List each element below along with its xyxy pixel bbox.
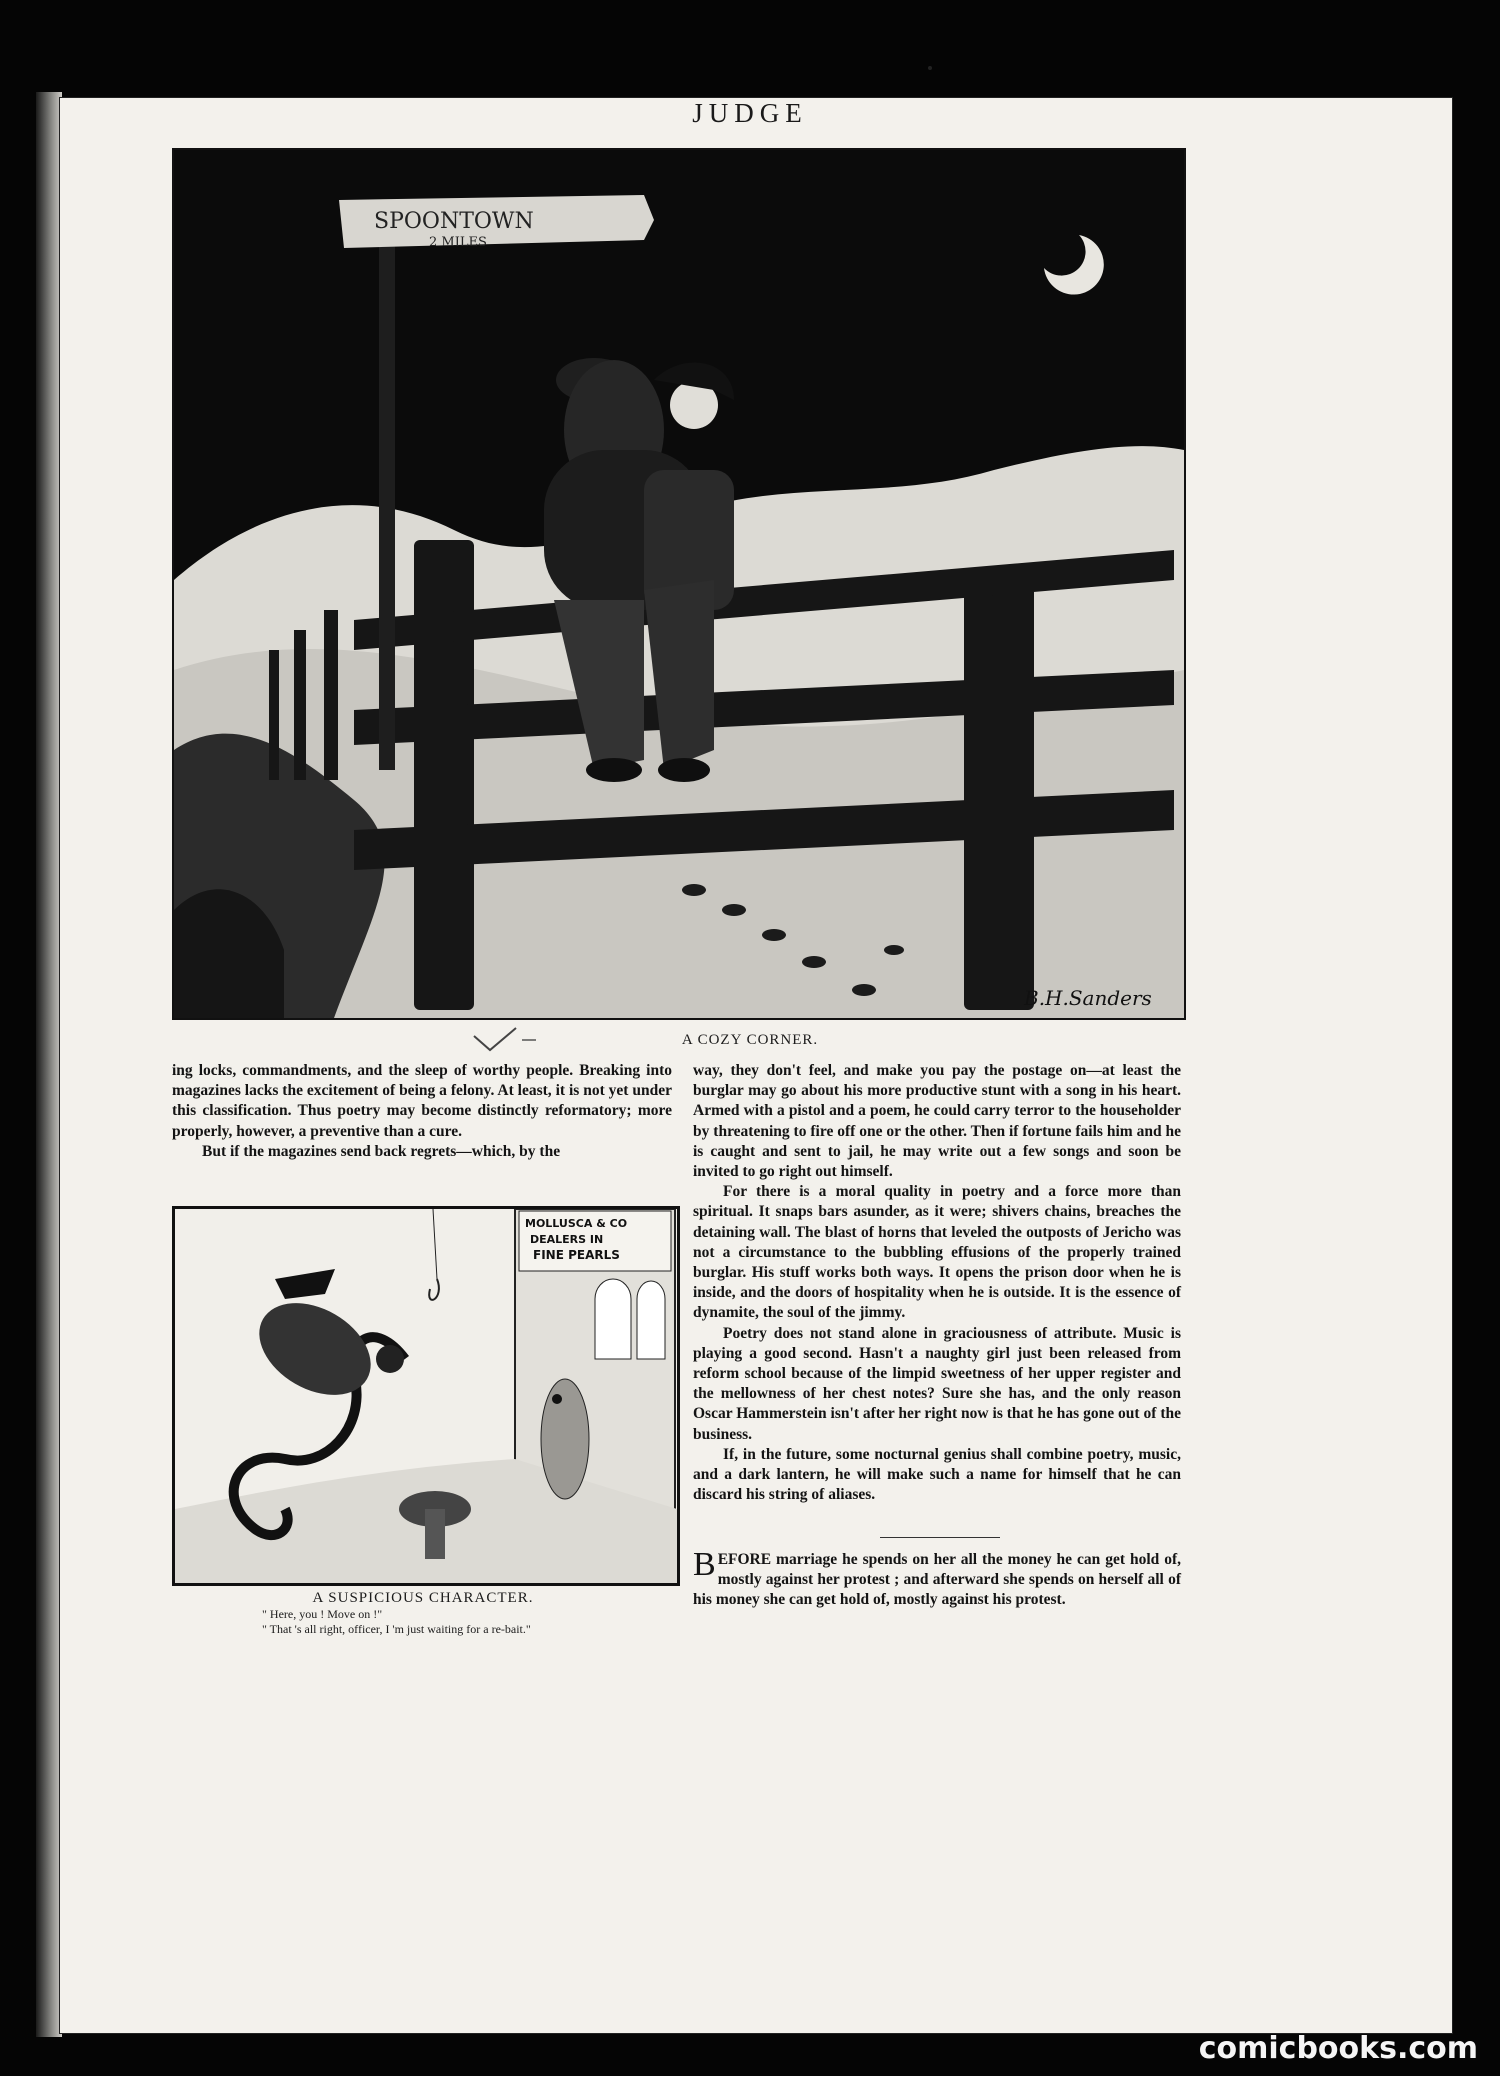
article-right-column [693, 1061, 1181, 1505]
paragraph: If, in the future, some nocturnal genius shall combine poetry, music, and a dark lantern, he will make such a name for himself that he can discard his string of aliases. [693, 1445, 1181, 1504]
small-illustration [172, 1206, 680, 1586]
paragraph: Poetry does not stand alone in graciousness of attribute. Music is playing a good second. Hasn't a naughty girl just been released from reform school because of the limpid sweetness of her upper register and the mellowness of her chest notes? Sure she has, and the only reason Oscar Hammerstein isn't after her right now is that he has gone out of the business. [693, 1324, 1181, 1443]
sign-distance: 2 MILES [429, 235, 487, 250]
joke-text: EFORE marriage he spends on her all the money he can get hold of, mostly against her protest ; and afterward she spends on herself all of his money she can get hold of, mostly against his protest. [693, 1551, 1181, 1609]
masthead: JUDGE [692, 98, 808, 128]
paragraph: ing locks, commandments, and the sleep of worthy people. Breaking into magazines lacks the excitement of being a felony. At least, it is not yet under this classification. Thus poetry may become distinctly reformatory; more properly, however, a preventive than a cure. [172, 1062, 672, 1140]
small-illustration-caption [172, 1590, 674, 1637]
sign-text: SPOONTOWN [374, 209, 534, 234]
page-binding-edge [36, 92, 62, 2037]
marriage-joke [693, 1546, 1181, 1611]
paragraph: For there is a moral quality in poetry and a force more than spiritual. It snaps bars asunder, as it were; shivers chains, breaches the detaining wall. The blast of horns that leveled the outposts of Jericho was not a circumstance to the bubbling effusions of the properly trained burglar. His stuff works both ways. It opens the prison door when he is inside, and the doors of hospitality when he is outside. It is the essence of dynamite, the soul of the jimmy. [693, 1183, 1181, 1322]
waiting-fish-figure [541, 1379, 589, 1499]
article-left-column [172, 1061, 672, 1162]
section-divider [880, 1537, 1000, 1538]
artist-signature: B.H.Sanders [1024, 986, 1152, 1010]
main-illustration [172, 148, 1186, 1020]
small-caption-line-2: " That 's all right, officer, I 'm just waiting for a re-bait." [262, 1622, 531, 1636]
drop-cap: B [693, 1546, 716, 1583]
shop-sign-line-1: MOLLUSCA & CO [525, 1217, 628, 1230]
speck [928, 66, 932, 70]
shop-sign-line-3: FINE PEARLS [533, 1248, 620, 1262]
small-caption-line-1: " Here, you ! Move on !" [262, 1607, 383, 1621]
site-watermark: comicbooks.com [1198, 2031, 1478, 2066]
main-caption: A COZY CORNER. [681, 1032, 819, 1048]
shop-sign-line-2: DEALERS IN [530, 1233, 604, 1246]
paragraph: way, they don't feel, and make you pay the postage on—at least the burglar may go about his more productive stunt with a song in his heart. Armed with a pistol and a poem, he could carry terror to the householder by threatening to fire off one or the other. Then if fortune fails him and he is caught and sent to jail, he may write out a few songs and soon be invited to go right out himself. [693, 1062, 1181, 1181]
paragraph: But if the magazines send back regrets—which, by the [202, 1142, 561, 1160]
small-caption-title: A SUSPICIOUS CHARACTER. [312, 1590, 534, 1606]
